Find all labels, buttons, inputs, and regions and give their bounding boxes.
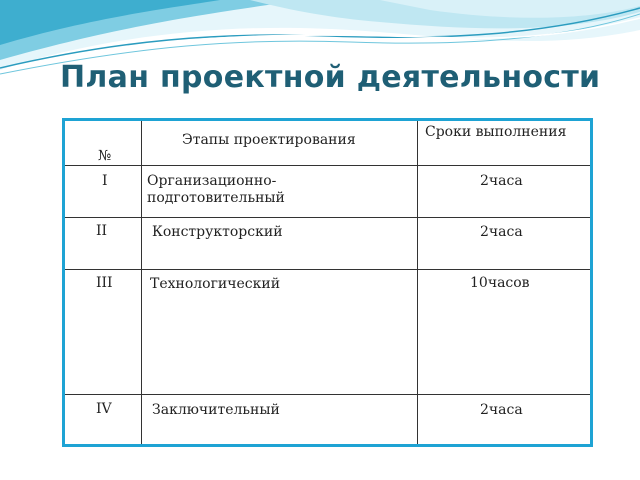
row-4-num: IV xyxy=(96,401,112,417)
row-1-term: 2часа xyxy=(480,173,523,189)
column-divider-1 xyxy=(141,121,142,444)
header-terms: Сроки выполнения xyxy=(425,124,567,140)
row-4-stage: Заключительный xyxy=(152,402,280,418)
header-stages: Этапы проектирования xyxy=(182,132,356,148)
project-plan-table xyxy=(62,118,593,447)
row-3-stage: Технологический xyxy=(150,276,281,292)
page-title: План проектной деятельности xyxy=(60,60,601,95)
row-4-term: 2часа xyxy=(480,402,523,418)
row-1-stage-line1: Организационно- xyxy=(147,173,277,189)
row-divider-header xyxy=(141,165,417,166)
row-divider-2 xyxy=(65,269,590,270)
row-divider-header xyxy=(65,165,141,166)
row-1-num: I xyxy=(102,173,108,189)
header-num: № xyxy=(98,148,112,164)
row-1-stage-line2: подготовительный xyxy=(147,190,285,206)
row-2-stage: Конструкторский xyxy=(152,224,283,240)
row-3-term: 10часов xyxy=(470,275,530,291)
row-divider-1 xyxy=(65,217,590,218)
column-divider-2 xyxy=(417,121,418,444)
row-2-term: 2часа xyxy=(480,224,523,240)
row-divider-header xyxy=(417,165,590,166)
row-divider-3 xyxy=(65,394,590,395)
row-3-num: III xyxy=(96,275,113,291)
row-2-num: II xyxy=(96,223,108,239)
